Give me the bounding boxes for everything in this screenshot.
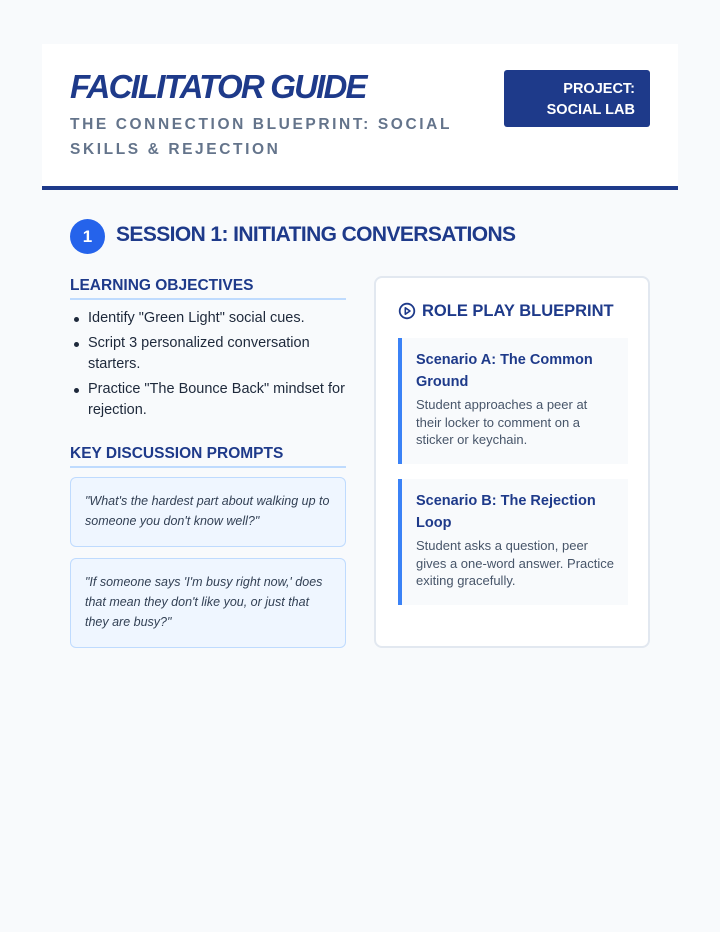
list-item: Practice "The Bounce Back" mindset for rejection. (70, 379, 346, 422)
scenario-title: Scenario A: The Common Ground (416, 352, 593, 390)
scenario-description: Student asks a question, peer gives a one-word answer. Practice exiting gracefully. (416, 538, 614, 588)
list-item: Script 3 personalized conversation starters. (70, 333, 346, 376)
discussion-prompts-heading: KEY DISCUSSION PROMPTS (70, 445, 346, 468)
scenario-description: Student approaches a peer at their locker to comment on a sticker or keychain. (416, 397, 588, 447)
project-badge (504, 70, 650, 127)
page-title: FACILITATOR GUIDE (70, 68, 366, 105)
learning-objectives-list (70, 308, 346, 425)
project-badge-label: PROJECT: (563, 81, 635, 97)
session-number-badge: 1 (70, 219, 105, 254)
discussion-prompt-card: "If someone says 'I'm busy right now,' does that mean they don't like you, or just that they are busy?" (70, 558, 346, 648)
page-subtitle: THE CONNECTION BLUEPRINT: SOCIAL SKILLS & REJECTION (70, 116, 452, 158)
scenario-title: Scenario B: The Rejection Loop (416, 493, 596, 531)
role-play-card (374, 276, 650, 648)
header (42, 44, 678, 190)
learning-objectives-heading: LEARNING OBJECTIVES (70, 277, 346, 300)
discussion-prompt-card: "What's the hardest part about walking up to someone you don't know well?" (70, 477, 346, 547)
list-item: Identify "Green Light" social cues. (70, 308, 346, 330)
scenario-card (398, 338, 628, 464)
role-play-title: ROLE PLAY BLUEPRINT (422, 302, 614, 320)
session-title: SESSION 1: INITIATING CONVERSATIONS (116, 223, 516, 246)
scenario-card (398, 479, 628, 605)
project-badge-value: SOCIAL LAB (546, 102, 635, 118)
play-circle-icon (398, 302, 416, 320)
